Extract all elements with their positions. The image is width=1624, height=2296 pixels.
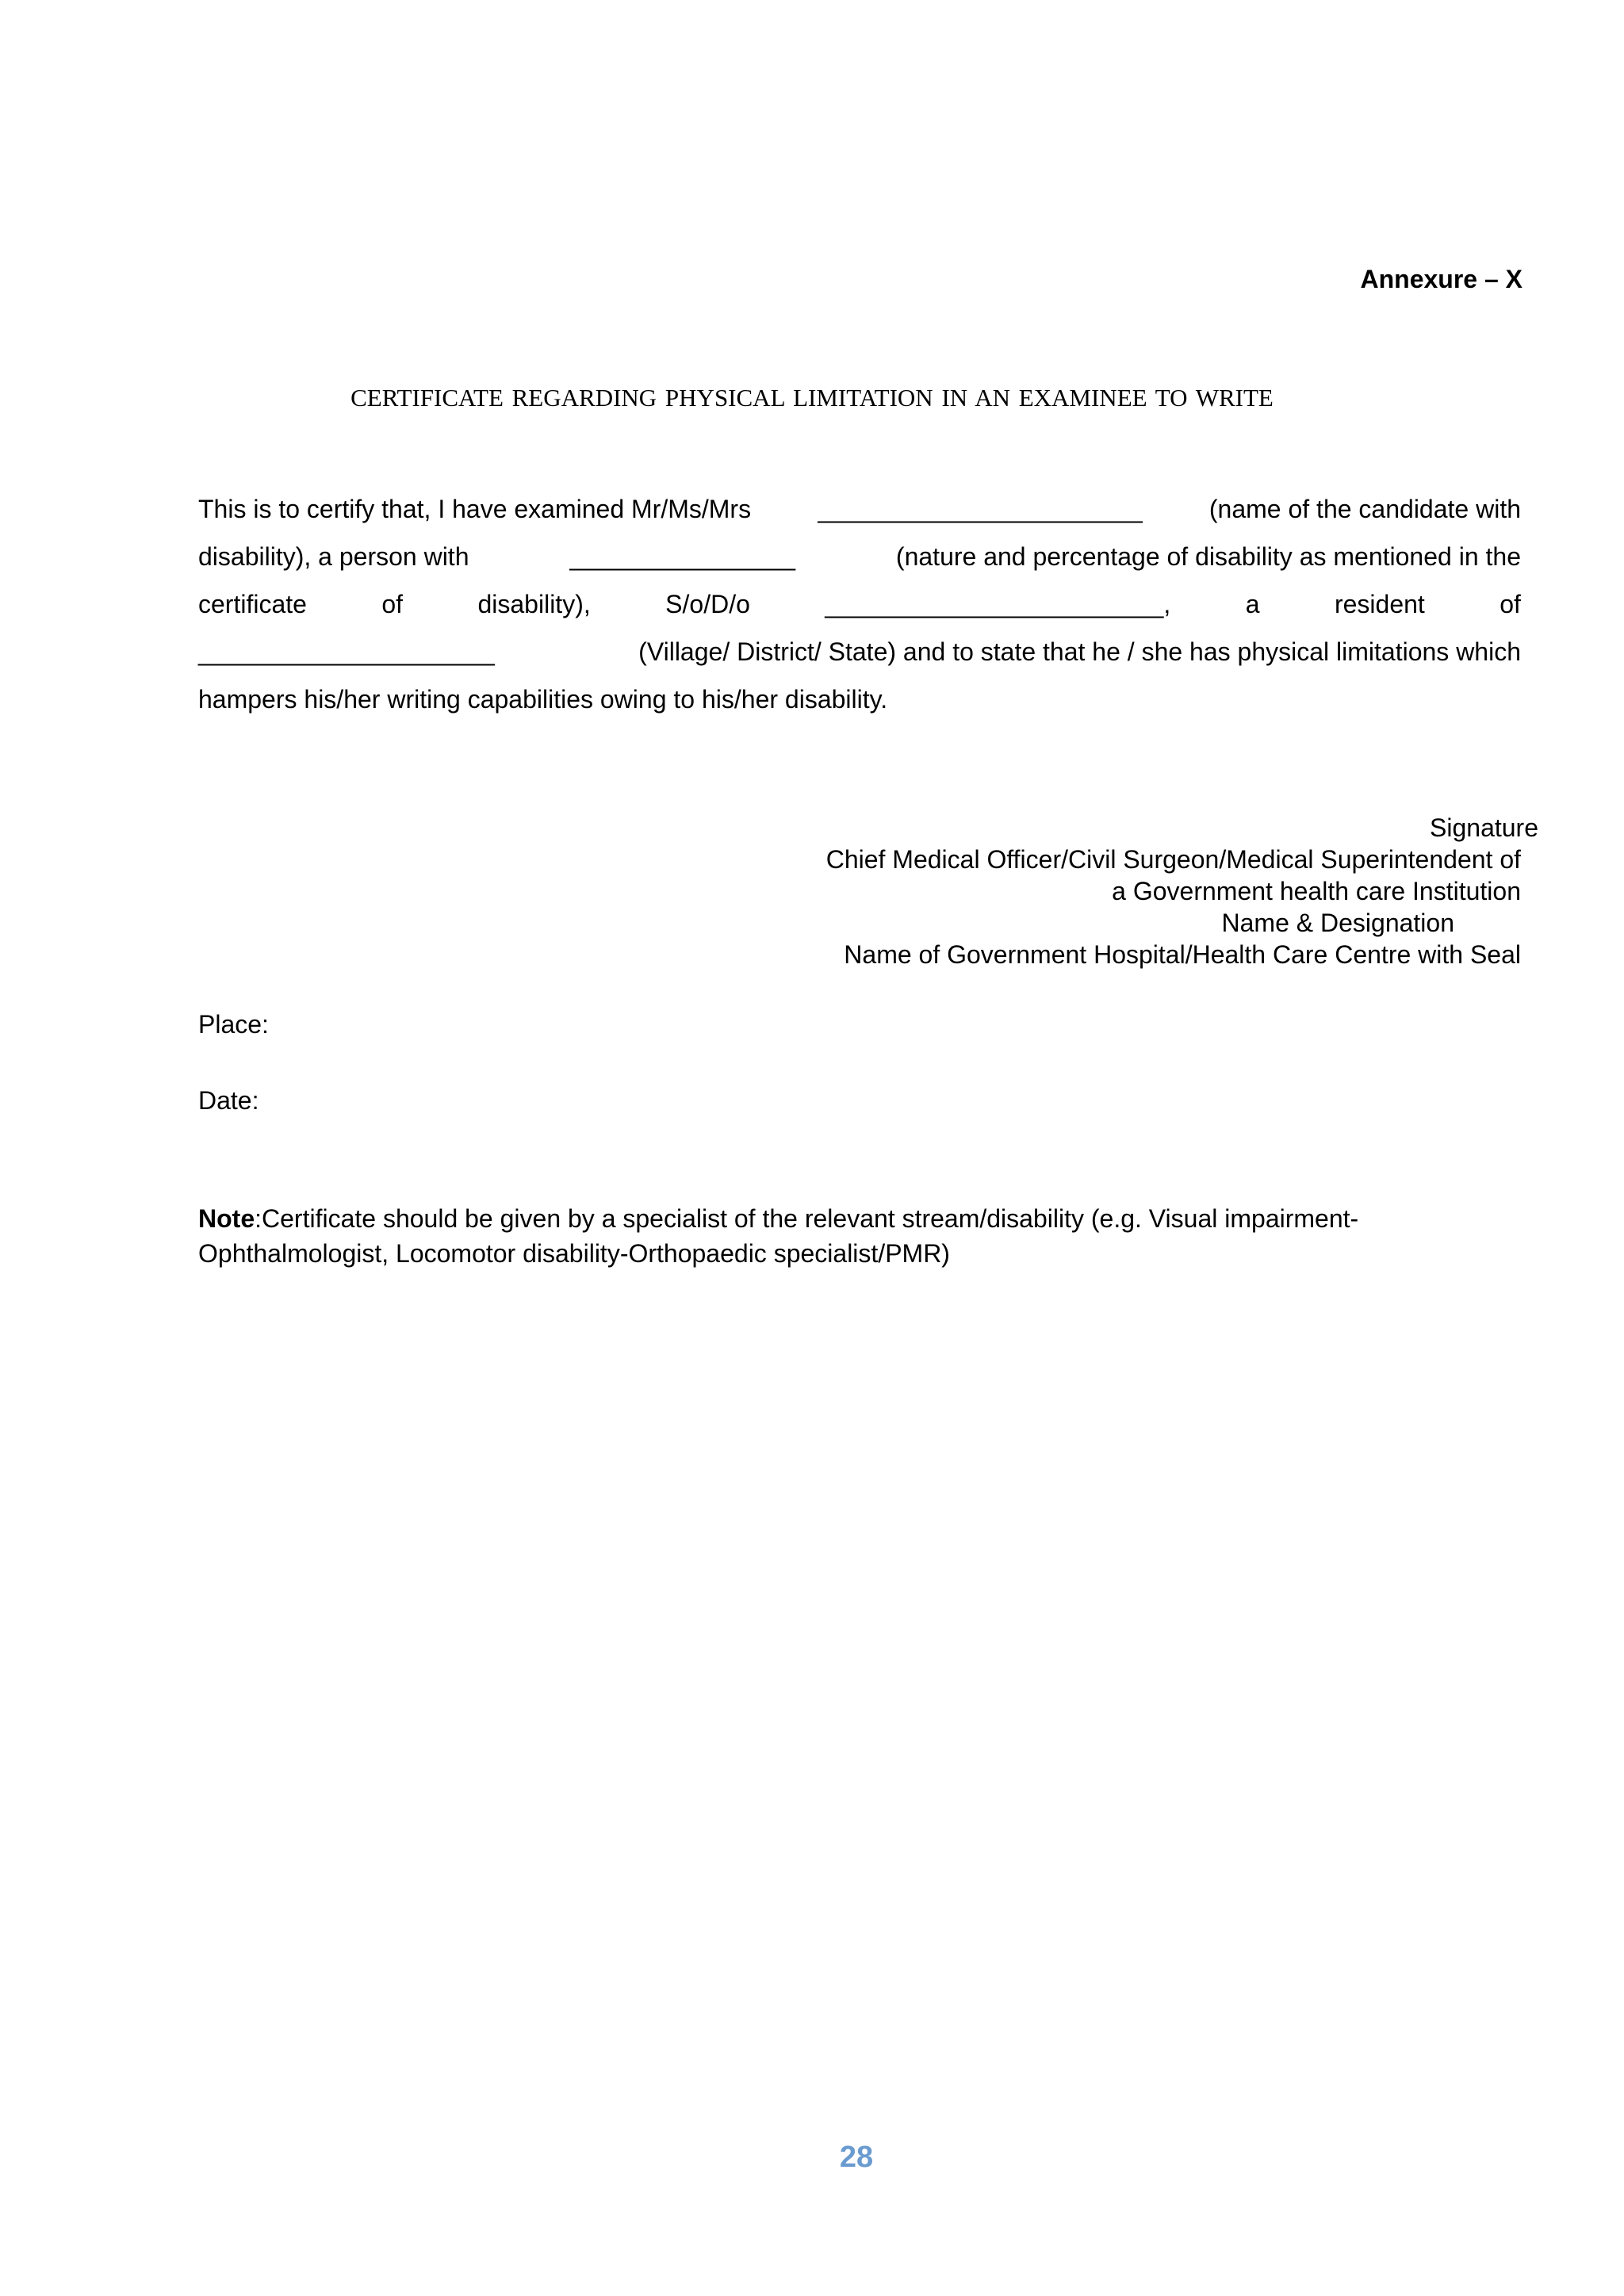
place-label: Place: <box>198 1010 269 1039</box>
annexure-label: Annexure – X <box>1360 265 1522 293</box>
candidate-name-blank: _______________________ <box>818 495 1143 523</box>
signature-block <box>825 812 1538 970</box>
line1-text-b: (name of the candidate with <box>1208 495 1521 523</box>
paragraph-line-5: hampers his/her writing capabilities owing to his/her disability. <box>198 685 888 714</box>
officer-title: Chief Medical Officer/Civil Surgeon/Medical Superintendent of <box>825 845 1521 874</box>
signature-label: Signature <box>1430 813 1538 842</box>
note-block <box>198 1201 1546 1271</box>
certification-paragraph <box>198 485 1521 723</box>
residence-blank: _____________________ <box>198 637 495 666</box>
paragraph-line-2 <box>198 533 1521 580</box>
line3-word-6: resident <box>1334 590 1425 618</box>
line3-word-3: disability), <box>477 590 591 618</box>
paragraph-line-3 <box>198 580 1521 628</box>
note-label: Note <box>198 1204 255 1233</box>
hospital-seal-line: Name of Government Hospital/Health Care Centre with Seal <box>844 940 1521 969</box>
paragraph-line-1 <box>198 485 1521 533</box>
parent-name-blank: ________________________, <box>825 590 1171 618</box>
note-line-2: Ophthalmologist, Locomotor disability-Orthopaedic specialist/PMR) <box>198 1239 950 1268</box>
line3-word-5: a <box>1245 590 1260 618</box>
disability-blank: ________________ <box>569 542 796 571</box>
line2-text-b: (nature and percentage of disability as mentioned in the <box>895 542 1521 571</box>
line3-word-2: of <box>381 590 404 618</box>
date-label: Date: <box>198 1086 259 1115</box>
line4-text-b: (Village/ District/ State) and to state that he / she has physical limitations which <box>638 637 1521 666</box>
line2-text-a: disability), a person with <box>198 542 469 571</box>
line3-word-1: certificate <box>198 590 307 618</box>
paragraph-line-4 <box>198 628 1521 675</box>
note-text-1: :Certificate should be given by a specialist of the relevant stream/disability (e.g. Visual impairment- <box>255 1204 1359 1233</box>
institution-line: a Government health care Institution <box>1112 877 1521 905</box>
line3-word-7: of <box>1500 590 1521 618</box>
certificate-title: CERTIFICATE REGARDING PHYSICAL LIMITATION IN AN EXAMINEE TO WRITE <box>350 384 1274 411</box>
designation-line: Name & Designation <box>1221 909 1454 937</box>
page-number: 28 <box>839 2141 874 2174</box>
line1-text-a: This is to certify that, I have examined Mr/Ms/Mrs <box>198 495 752 523</box>
note-line-1 <box>198 1201 1546 1236</box>
line3-word-4: S/o/D/o <box>665 590 750 618</box>
